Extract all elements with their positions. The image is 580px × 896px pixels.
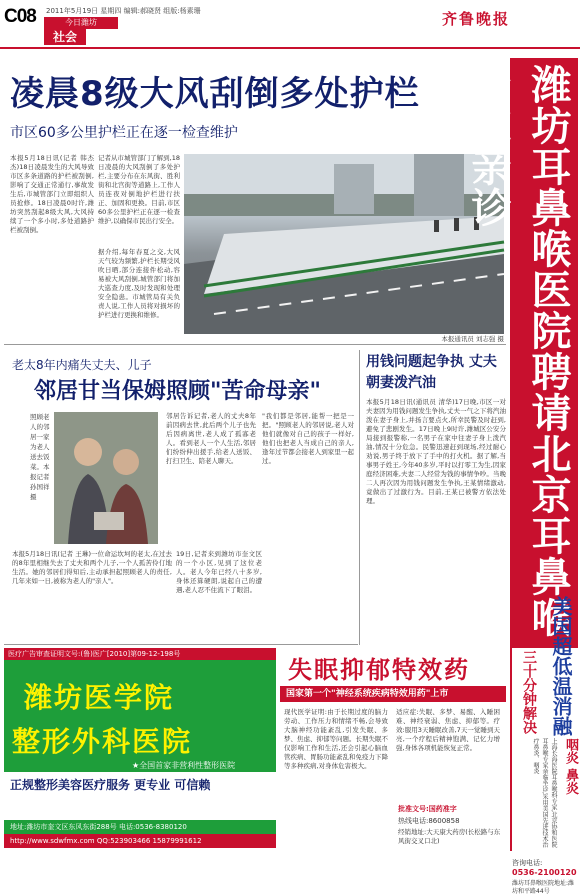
ad-slogan: 三十分钟解决 — [521, 650, 537, 734]
lead-headline: 凌晨8级大风刮倒多处护栏 — [10, 74, 420, 114]
story2-headline: 邻居甘当保姆照顾"苦命母亲" — [34, 379, 321, 404]
lead-subheadline: 市区60多公里护栏正在逐一检查维护 — [10, 125, 238, 141]
ad-name-line-1: 潍坊医学院 — [24, 681, 175, 714]
lead-column-2: 记者从市城管部门了解到,18日凌晨的大风刮倒了多处护栏,主要分布在东风街、胜利街和北宫街等道路上,工作人员连夜对倒地护栏进行扶正、加固和更换。目前,市区60多公里护栏正在逐一检查维护,以确保市民出行安全。 — [98, 154, 180, 225]
lead-column-3: 据介绍,每年春夏之交,大风天气较为频繁,护栏长期受风吹日晒,部分连接件松动,容易被大风刮倒,城管部门将加大巡查力度,及时发现和处理安全隐患。市城管局有关负责人说,工作人员将对损坏的护栏进行更换和维修。 — [98, 248, 180, 319]
story2-rule — [4, 644, 358, 645]
story2-column-2: 19日,记者来到潍坊市奎文区的一个小区,见到了这位老人。老人今年已经八十多岁,身体还算硬朗,说起自己的遭遇,老人忍不住流下了眼泪。 — [176, 550, 262, 594]
ad-address-bar: 地址:潍坊市奎文区东风东街288号 电话:0536-8380120 — [4, 820, 276, 834]
ad-medicine-subtitle: 国家第一个"神经系统疾病特效用药"上市 — [280, 686, 506, 702]
story2-kicker: 老太8年内痛失丈夫、儿子 — [12, 358, 152, 372]
ad-description: 上海长海医院耳鼻喉科专家,北京协和医院耳鼻喉专家亲临坐诊,采用美国先进技术治疗鼻炎、咽炎 — [532, 738, 557, 848]
story-neighbor — [4, 350, 358, 645]
paper-logo: 齐鲁晚报 — [442, 10, 511, 28]
masthead-rule — [0, 47, 580, 49]
ad-hospital-title: 潍坊耳鼻喉医院聘请北京耳鼻喉专家亲诊 — [512, 58, 578, 648]
ad-conditions: 咽炎 鼻炎 — [563, 738, 578, 795]
story3-headline: 用钱问题起争执 丈夫朝妻泼汽油 — [366, 354, 497, 391]
insomnia-medicine-ad — [280, 648, 506, 851]
lead-column-1: 本报5月18日讯(记者 韩杰杰)18日凌晨发生的大风导致市区多条道路的护栏被刮倒,影响了交通正常通行,事故发生后,市城管部门立即组织人员抢修。18日凌晨0时许,潍坊突然刮起8级大风,大风持续了一个多小时,多处道路护栏被刮倒。 — [10, 154, 94, 234]
ad-phone-label: 咨询电话: — [512, 859, 543, 867]
ad-web-bar: http://www.sdwfmx.com QQ:523903466 15879991612 — [4, 834, 276, 848]
story3-body: 本报5月18日讯(通讯员 清华)17日晚,市区一对夫妻因为用钱问题发生争执,丈夫一气之下将汽油泼在妻子身上,并扬言要点火,所幸民警及时赶到,避免了悲剧发生。17日晚上9时许,潍城区公安分局接到报警称,一名男子在家中往妻子身上泼汽油,情况十分危急。民警迅速赶到现场,经过耐心劝说,男子终于放下了手中的打火机。据了解,当事男子姓王,今年40多岁,平时以打零工为生,因家庭经济困难,夫妻二人经常为钱的事情争吵。当晚二人再次因为用钱问题发生争执,王某情绪激动,竟做出了过激行为。目前,王某已被警方依法处理。 — [366, 398, 506, 505]
ad-technology-title: 美国超低温消融 — [549, 596, 573, 736]
ad-address: 潍坊耳鼻喉医院地址:潍坊和平路44号 — [512, 880, 575, 895]
story2-photo — [54, 412, 158, 544]
story2-photo-caption: 照顾老人的邻居一家为老人送去饭菜。本报记者孙国祥 摄 — [30, 413, 50, 501]
masthead — [0, 0, 580, 48]
ad-phone-number: 0536-2100120 — [512, 868, 577, 877]
ad-license-number: 医疗广告审查证明文号:(鲁)医广[2010]第09-12-198号 — [4, 648, 276, 660]
plastic-surgery-ad — [4, 648, 276, 851]
photo-caption: 本报通讯员 刘志强 摄 — [441, 335, 504, 343]
guardrail-illustration — [184, 154, 504, 334]
ad-services: 正规整形美容医疗服务 更专业 可信赖 — [10, 778, 211, 792]
story-gasoline — [362, 350, 506, 645]
ad-medicine-address: 经销地址:大天康大药房(长松路与东风街交叉口北) — [398, 828, 501, 845]
story3-separator — [359, 350, 360, 645]
story2-column-1: 本报5月18日讯(记者 王琳)一位命运坎坷的老太,在过去的8年里相继失去了丈夫和两个儿子,一个人孤苦伶仃地生活。她的邻居们得知后,主动承担起照顾老人的责任,几年来如一日,被称为老人的"亲人"。 — [12, 550, 172, 585]
guardrail-photo — [184, 154, 504, 334]
ad-name-line-2: 整形外科医院 — [12, 725, 193, 758]
ad-badge: ★全国首家非营利性整形医院 — [132, 761, 236, 770]
ad-medicine-title: 失眠抑郁特效药 — [288, 656, 470, 684]
date-line: 2011年5月19日 星期四 编辑:郝晓贤 组版:杨素珊 — [46, 7, 201, 15]
ad-medicine-column-1: 现代医学证明:由于长期过度的脑力劳动、工作压力和情绪不畅,会导致大脑神经功能紊乱,引发失眠、多梦、焦虑、抑郁等问题。长期失眠不仅影响工作和生活,还会引起心脑血管疾病、胃肠功能紊乱和免疫力下降等多种疾病,对身体危害极大。 — [284, 708, 388, 770]
ad-green-panel — [4, 660, 276, 772]
story2-column-4: "我们都是邻居,能帮一把是一把。"照顾老人的邻居说,老人对他们就像对自己的孩子一样好,他们也把老人当成自己的亲人,逢年过节都会接老人到家里一起过。 — [262, 412, 354, 465]
lead-article — [4, 58, 506, 348]
ad-medicine-approval: 批准文号:国药准字 — [398, 805, 457, 813]
today-label: 今日潍坊 — [44, 17, 118, 29]
ad-medicine-phone: 热线电话:8600858 — [398, 817, 460, 825]
ad-medicine-column-2: 适应症:失眠、多梦、易醒、入睡困难、神经衰弱、焦虑、抑郁等。疗效:服用3天睡眠改善,7天一觉睡到天亮,一个疗程后精神饱满、记忆力增强,身体各项机能恢复正常。 — [396, 708, 500, 752]
page-number: C08 — [4, 6, 36, 27]
story2-column-3: 邻居告诉记者,老人的丈夫8年前因病去世,此后两个儿子也先后因病离世,老人成了孤寡老人。看到老人一个人生活,邻居们纷纷伸出援手,给老人送饭、打扫卫生、陪老人聊天。 — [166, 412, 256, 465]
lead-rule — [4, 344, 506, 345]
section-label: 社会 — [44, 29, 86, 45]
elderly-women-illustration — [54, 412, 158, 544]
